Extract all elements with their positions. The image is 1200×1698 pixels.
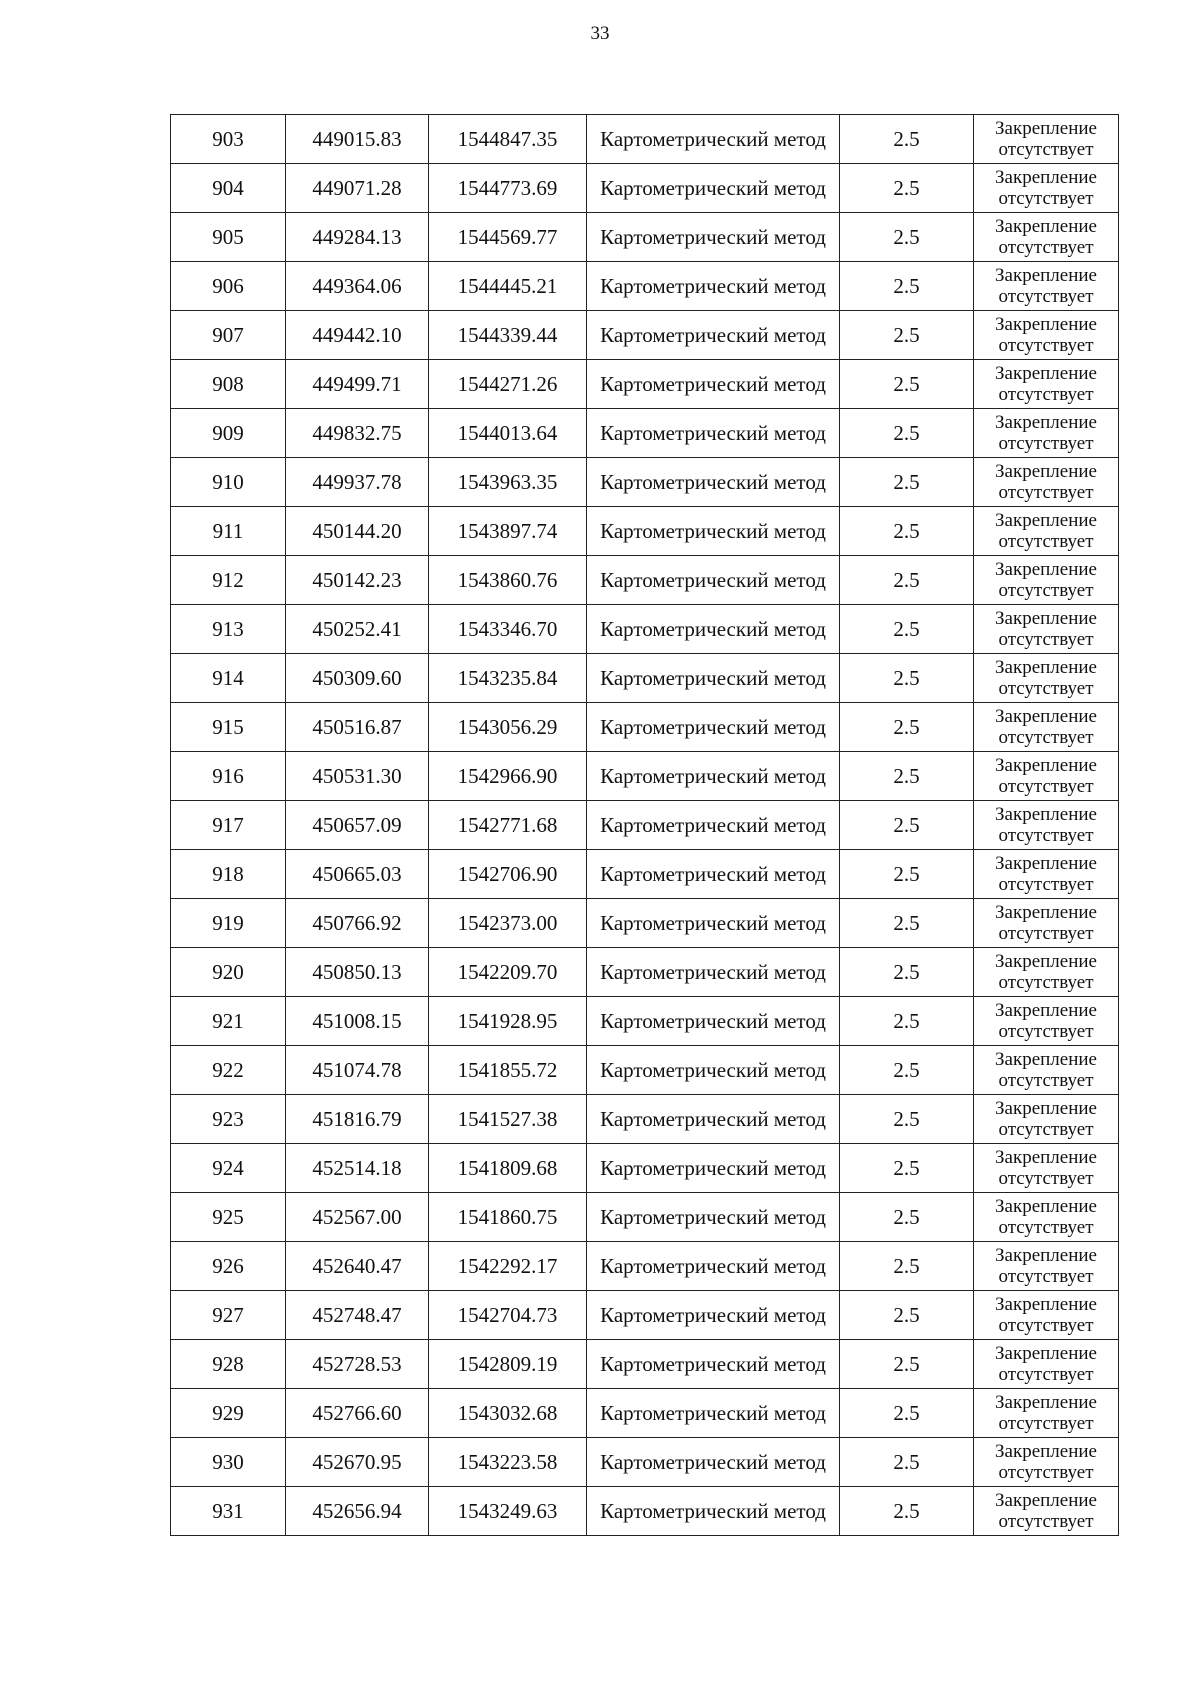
point-number-cell: 921 bbox=[171, 997, 286, 1046]
point-number-cell: 918 bbox=[171, 850, 286, 899]
point-number-cell: 906 bbox=[171, 262, 286, 311]
accuracy-cell: 2.5 bbox=[840, 213, 974, 262]
x-coordinate-cell: 449937.78 bbox=[286, 458, 429, 507]
x-coordinate-cell: 450516.87 bbox=[286, 703, 429, 752]
table-row bbox=[171, 801, 1119, 850]
y-coordinate-cell: 1543223.58 bbox=[429, 1438, 587, 1487]
y-coordinate-cell: 1541928.95 bbox=[429, 997, 587, 1046]
y-coordinate-cell: 1544271.26 bbox=[429, 360, 587, 409]
y-coordinate-cell: 1544569.77 bbox=[429, 213, 587, 262]
table-row bbox=[171, 1389, 1119, 1438]
x-coordinate-cell: 450309.60 bbox=[286, 654, 429, 703]
point-number-cell: 930 bbox=[171, 1438, 286, 1487]
table-row bbox=[171, 311, 1119, 360]
point-number-cell: 926 bbox=[171, 1242, 286, 1291]
table-row bbox=[171, 507, 1119, 556]
status-cell bbox=[974, 948, 1119, 997]
status-cell bbox=[974, 703, 1119, 752]
status-cell bbox=[974, 1487, 1119, 1536]
y-coordinate-cell: 1542704.73 bbox=[429, 1291, 587, 1340]
status-text: Закрепление bbox=[995, 167, 1097, 188]
status-text: отсутствует bbox=[998, 139, 1094, 160]
coordinates-table-body bbox=[171, 115, 1119, 1536]
status-cell bbox=[974, 997, 1119, 1046]
table-row bbox=[171, 556, 1119, 605]
accuracy-cell: 2.5 bbox=[840, 703, 974, 752]
table-row bbox=[171, 409, 1119, 458]
x-coordinate-cell: 452748.47 bbox=[286, 1291, 429, 1340]
point-number-cell: 919 bbox=[171, 899, 286, 948]
status-text: отсутствует bbox=[998, 923, 1094, 944]
status-cell bbox=[974, 654, 1119, 703]
point-number-cell: 917 bbox=[171, 801, 286, 850]
y-coordinate-cell: 1544339.44 bbox=[429, 311, 587, 360]
status-text: отсутствует bbox=[998, 531, 1094, 552]
y-coordinate-cell: 1544847.35 bbox=[429, 115, 587, 164]
x-coordinate-cell: 449442.10 bbox=[286, 311, 429, 360]
status-text: отсутствует bbox=[998, 825, 1094, 846]
method-cell: Картометрический метод bbox=[587, 1046, 840, 1095]
x-coordinate-cell: 449499.71 bbox=[286, 360, 429, 409]
point-number-cell: 905 bbox=[171, 213, 286, 262]
status-text: Закрепление bbox=[995, 1441, 1097, 1462]
method-cell: Картометрический метод bbox=[587, 605, 840, 654]
method-cell: Картометрический метод bbox=[587, 360, 840, 409]
accuracy-cell: 2.5 bbox=[840, 1438, 974, 1487]
status-cell bbox=[974, 1046, 1119, 1095]
y-coordinate-cell: 1543032.68 bbox=[429, 1389, 587, 1438]
status-cell bbox=[974, 1389, 1119, 1438]
status-text: Закрепление bbox=[995, 1245, 1097, 1266]
status-cell bbox=[974, 899, 1119, 948]
status-cell bbox=[974, 752, 1119, 801]
status-text: Закрепление bbox=[995, 314, 1097, 335]
y-coordinate-cell: 1542292.17 bbox=[429, 1242, 587, 1291]
accuracy-cell: 2.5 bbox=[840, 899, 974, 948]
point-number-cell: 909 bbox=[171, 409, 286, 458]
status-text: отсутствует bbox=[998, 482, 1094, 503]
table-row bbox=[171, 1095, 1119, 1144]
status-text: отсутствует bbox=[998, 384, 1094, 405]
coordinates-table bbox=[170, 114, 1119, 1536]
method-cell: Картометрический метод bbox=[587, 1242, 840, 1291]
table-row bbox=[171, 997, 1119, 1046]
table-row bbox=[171, 654, 1119, 703]
status-cell bbox=[974, 1438, 1119, 1487]
point-number-cell: 928 bbox=[171, 1340, 286, 1389]
point-number-cell: 910 bbox=[171, 458, 286, 507]
method-cell: Картометрический метод bbox=[587, 1193, 840, 1242]
y-coordinate-cell: 1544445.21 bbox=[429, 262, 587, 311]
accuracy-cell: 2.5 bbox=[840, 850, 974, 899]
y-coordinate-cell: 1542809.19 bbox=[429, 1340, 587, 1389]
x-coordinate-cell: 452728.53 bbox=[286, 1340, 429, 1389]
accuracy-cell: 2.5 bbox=[840, 507, 974, 556]
status-text: Закрепление bbox=[995, 804, 1097, 825]
status-cell bbox=[974, 115, 1119, 164]
method-cell: Картометрический метод bbox=[587, 703, 840, 752]
table-row bbox=[171, 1340, 1119, 1389]
accuracy-cell: 2.5 bbox=[840, 654, 974, 703]
x-coordinate-cell: 450657.09 bbox=[286, 801, 429, 850]
y-coordinate-cell: 1542966.90 bbox=[429, 752, 587, 801]
accuracy-cell: 2.5 bbox=[840, 605, 974, 654]
method-cell: Картометрический метод bbox=[587, 948, 840, 997]
status-text: Закрепление bbox=[995, 412, 1097, 433]
x-coordinate-cell: 452656.94 bbox=[286, 1487, 429, 1536]
status-cell bbox=[974, 458, 1119, 507]
status-text: Закрепление bbox=[995, 1147, 1097, 1168]
accuracy-cell: 2.5 bbox=[840, 360, 974, 409]
x-coordinate-cell: 452567.00 bbox=[286, 1193, 429, 1242]
method-cell: Картометрический метод bbox=[587, 1144, 840, 1193]
x-coordinate-cell: 450766.92 bbox=[286, 899, 429, 948]
status-cell bbox=[974, 1291, 1119, 1340]
method-cell: Картометрический метод bbox=[587, 458, 840, 507]
method-cell: Картометрический метод bbox=[587, 1340, 840, 1389]
table-row bbox=[171, 1144, 1119, 1193]
accuracy-cell: 2.5 bbox=[840, 1340, 974, 1389]
accuracy-cell: 2.5 bbox=[840, 948, 974, 997]
x-coordinate-cell: 451008.15 bbox=[286, 997, 429, 1046]
status-text: Закрепление bbox=[995, 1294, 1097, 1315]
status-text: Закрепление bbox=[995, 1098, 1097, 1119]
point-number-cell: 925 bbox=[171, 1193, 286, 1242]
table-row bbox=[171, 899, 1119, 948]
status-text: отсутствует bbox=[998, 776, 1094, 797]
point-number-cell: 913 bbox=[171, 605, 286, 654]
point-number-cell: 924 bbox=[171, 1144, 286, 1193]
status-text: отсутствует bbox=[998, 1217, 1094, 1238]
table-row bbox=[171, 1046, 1119, 1095]
y-coordinate-cell: 1543249.63 bbox=[429, 1487, 587, 1536]
point-number-cell: 927 bbox=[171, 1291, 286, 1340]
x-coordinate-cell: 449832.75 bbox=[286, 409, 429, 458]
method-cell: Картометрический метод bbox=[587, 1095, 840, 1144]
status-text: Закрепление bbox=[995, 1392, 1097, 1413]
status-text: Закрепление bbox=[995, 853, 1097, 874]
table-row bbox=[171, 1242, 1119, 1291]
status-text: отсутствует bbox=[998, 1119, 1094, 1140]
status-text: Закрепление bbox=[995, 755, 1097, 776]
status-text: Закрепление bbox=[995, 951, 1097, 972]
point-number-cell: 922 bbox=[171, 1046, 286, 1095]
status-text: отсутствует bbox=[998, 286, 1094, 307]
table-row bbox=[171, 1487, 1119, 1536]
status-text: Закрепление bbox=[995, 118, 1097, 139]
x-coordinate-cell: 449015.83 bbox=[286, 115, 429, 164]
x-coordinate-cell: 450142.23 bbox=[286, 556, 429, 605]
y-coordinate-cell: 1542771.68 bbox=[429, 801, 587, 850]
method-cell: Картометрический метод bbox=[587, 997, 840, 1046]
accuracy-cell: 2.5 bbox=[840, 801, 974, 850]
x-coordinate-cell: 452640.47 bbox=[286, 1242, 429, 1291]
y-coordinate-cell: 1541860.75 bbox=[429, 1193, 587, 1242]
table-row bbox=[171, 458, 1119, 507]
status-cell bbox=[974, 360, 1119, 409]
status-text: Закрепление bbox=[995, 1196, 1097, 1217]
method-cell: Картометрический метод bbox=[587, 752, 840, 801]
x-coordinate-cell: 450252.41 bbox=[286, 605, 429, 654]
table-row bbox=[171, 948, 1119, 997]
accuracy-cell: 2.5 bbox=[840, 1144, 974, 1193]
method-cell: Картометрический метод bbox=[587, 556, 840, 605]
status-text: отсутствует bbox=[998, 1462, 1094, 1483]
status-cell bbox=[974, 1144, 1119, 1193]
table-row bbox=[171, 703, 1119, 752]
status-text: Закрепление bbox=[995, 216, 1097, 237]
status-text: Закрепление bbox=[995, 559, 1097, 580]
status-cell bbox=[974, 164, 1119, 213]
accuracy-cell: 2.5 bbox=[840, 164, 974, 213]
status-text: отсутствует bbox=[998, 1511, 1094, 1532]
point-number-cell: 912 bbox=[171, 556, 286, 605]
x-coordinate-cell: 452766.60 bbox=[286, 1389, 429, 1438]
method-cell: Картометрический метод bbox=[587, 801, 840, 850]
y-coordinate-cell: 1543860.76 bbox=[429, 556, 587, 605]
accuracy-cell: 2.5 bbox=[840, 262, 974, 311]
method-cell: Картометрический метод bbox=[587, 213, 840, 262]
y-coordinate-cell: 1542209.70 bbox=[429, 948, 587, 997]
status-text: Закрепление bbox=[995, 1000, 1097, 1021]
accuracy-cell: 2.5 bbox=[840, 997, 974, 1046]
point-number-cell: 915 bbox=[171, 703, 286, 752]
status-text: отсутствует bbox=[998, 1070, 1094, 1091]
accuracy-cell: 2.5 bbox=[840, 1487, 974, 1536]
status-text: Закрепление bbox=[995, 706, 1097, 727]
point-number-cell: 904 bbox=[171, 164, 286, 213]
method-cell: Картометрический метод bbox=[587, 164, 840, 213]
y-coordinate-cell: 1544773.69 bbox=[429, 164, 587, 213]
status-text: отсутствует bbox=[998, 1168, 1094, 1189]
accuracy-cell: 2.5 bbox=[840, 458, 974, 507]
y-coordinate-cell: 1543897.74 bbox=[429, 507, 587, 556]
y-coordinate-cell: 1542706.90 bbox=[429, 850, 587, 899]
y-coordinate-cell: 1544013.64 bbox=[429, 409, 587, 458]
status-text: отсутствует bbox=[998, 972, 1094, 993]
method-cell: Картометрический метод bbox=[587, 115, 840, 164]
status-text: отсутствует bbox=[998, 188, 1094, 209]
method-cell: Картометрический метод bbox=[587, 850, 840, 899]
table-row bbox=[171, 1193, 1119, 1242]
status-cell bbox=[974, 850, 1119, 899]
y-coordinate-cell: 1541809.68 bbox=[429, 1144, 587, 1193]
accuracy-cell: 2.5 bbox=[840, 115, 974, 164]
point-number-cell: 903 bbox=[171, 115, 286, 164]
method-cell: Картометрический метод bbox=[587, 1438, 840, 1487]
method-cell: Картометрический метод bbox=[587, 1487, 840, 1536]
status-text: отсутствует bbox=[998, 629, 1094, 650]
table-row bbox=[171, 115, 1119, 164]
x-coordinate-cell: 450850.13 bbox=[286, 948, 429, 997]
status-text: отсутствует bbox=[998, 1364, 1094, 1385]
status-text: отсутствует bbox=[998, 335, 1094, 356]
y-coordinate-cell: 1541855.72 bbox=[429, 1046, 587, 1095]
x-coordinate-cell: 452670.95 bbox=[286, 1438, 429, 1487]
accuracy-cell: 2.5 bbox=[840, 1389, 974, 1438]
method-cell: Картометрический метод bbox=[587, 1291, 840, 1340]
table-row bbox=[171, 752, 1119, 801]
status-cell bbox=[974, 1095, 1119, 1144]
status-text: Закрепление bbox=[995, 608, 1097, 629]
status-cell bbox=[974, 605, 1119, 654]
point-number-cell: 923 bbox=[171, 1095, 286, 1144]
point-number-cell: 929 bbox=[171, 1389, 286, 1438]
status-text: Закрепление bbox=[995, 265, 1097, 286]
status-cell bbox=[974, 311, 1119, 360]
table-row bbox=[171, 360, 1119, 409]
y-coordinate-cell: 1543235.84 bbox=[429, 654, 587, 703]
status-text: Закрепление bbox=[995, 657, 1097, 678]
x-coordinate-cell: 449364.06 bbox=[286, 262, 429, 311]
status-text: отсутствует bbox=[998, 1413, 1094, 1434]
status-text: отсутствует bbox=[998, 1315, 1094, 1336]
status-cell bbox=[974, 1193, 1119, 1242]
y-coordinate-cell: 1543346.70 bbox=[429, 605, 587, 654]
table-row bbox=[171, 213, 1119, 262]
table-row bbox=[171, 850, 1119, 899]
status-text: отсутствует bbox=[998, 874, 1094, 895]
accuracy-cell: 2.5 bbox=[840, 1046, 974, 1095]
point-number-cell: 916 bbox=[171, 752, 286, 801]
status-text: Закрепление bbox=[995, 363, 1097, 384]
status-text: отсутствует bbox=[998, 237, 1094, 258]
status-text: Закрепление bbox=[995, 1490, 1097, 1511]
method-cell: Картометрический метод bbox=[587, 654, 840, 703]
x-coordinate-cell: 450144.20 bbox=[286, 507, 429, 556]
x-coordinate-cell: 450531.30 bbox=[286, 752, 429, 801]
point-number-cell: 907 bbox=[171, 311, 286, 360]
y-coordinate-cell: 1543963.35 bbox=[429, 458, 587, 507]
accuracy-cell: 2.5 bbox=[840, 1291, 974, 1340]
x-coordinate-cell: 450665.03 bbox=[286, 850, 429, 899]
status-text: отсутствует bbox=[998, 678, 1094, 699]
y-coordinate-cell: 1542373.00 bbox=[429, 899, 587, 948]
y-coordinate-cell: 1543056.29 bbox=[429, 703, 587, 752]
point-number-cell: 911 bbox=[171, 507, 286, 556]
table-row bbox=[171, 164, 1119, 213]
status-text: Закрепление bbox=[995, 461, 1097, 482]
x-coordinate-cell: 452514.18 bbox=[286, 1144, 429, 1193]
accuracy-cell: 2.5 bbox=[840, 1242, 974, 1291]
point-number-cell: 931 bbox=[171, 1487, 286, 1536]
status-cell bbox=[974, 1340, 1119, 1389]
x-coordinate-cell: 449284.13 bbox=[286, 213, 429, 262]
status-cell bbox=[974, 1242, 1119, 1291]
method-cell: Картометрический метод bbox=[587, 1389, 840, 1438]
status-text: отсутствует bbox=[998, 727, 1094, 748]
status-text: отсутствует bbox=[998, 433, 1094, 454]
x-coordinate-cell: 451074.78 bbox=[286, 1046, 429, 1095]
point-number-cell: 920 bbox=[171, 948, 286, 997]
status-cell bbox=[974, 556, 1119, 605]
status-cell bbox=[974, 213, 1119, 262]
accuracy-cell: 2.5 bbox=[840, 409, 974, 458]
method-cell: Картометрический метод bbox=[587, 507, 840, 556]
status-text: отсутствует bbox=[998, 1021, 1094, 1042]
x-coordinate-cell: 451816.79 bbox=[286, 1095, 429, 1144]
accuracy-cell: 2.5 bbox=[840, 556, 974, 605]
status-cell bbox=[974, 409, 1119, 458]
method-cell: Картометрический метод bbox=[587, 262, 840, 311]
x-coordinate-cell: 449071.28 bbox=[286, 164, 429, 213]
accuracy-cell: 2.5 bbox=[840, 1095, 974, 1144]
method-cell: Картометрический метод bbox=[587, 899, 840, 948]
status-cell bbox=[974, 507, 1119, 556]
status-text: отсутствует bbox=[998, 1266, 1094, 1287]
point-number-cell: 908 bbox=[171, 360, 286, 409]
accuracy-cell: 2.5 bbox=[840, 311, 974, 360]
status-text: Закрепление bbox=[995, 1343, 1097, 1364]
status-cell bbox=[974, 262, 1119, 311]
accuracy-cell: 2.5 bbox=[840, 752, 974, 801]
status-cell bbox=[974, 801, 1119, 850]
status-text: отсутствует bbox=[998, 580, 1094, 601]
status-text: Закрепление bbox=[995, 510, 1097, 531]
accuracy-cell: 2.5 bbox=[840, 1193, 974, 1242]
point-number-cell: 914 bbox=[171, 654, 286, 703]
method-cell: Картометрический метод bbox=[587, 311, 840, 360]
y-coordinate-cell: 1541527.38 bbox=[429, 1095, 587, 1144]
table-row bbox=[171, 1291, 1119, 1340]
status-text: Закрепление bbox=[995, 1049, 1097, 1070]
table-row bbox=[171, 605, 1119, 654]
status-text: Закрепление bbox=[995, 902, 1097, 923]
table-row bbox=[171, 262, 1119, 311]
method-cell: Картометрический метод bbox=[587, 409, 840, 458]
page-number: 33 bbox=[590, 23, 610, 44]
table-row bbox=[171, 1438, 1119, 1487]
